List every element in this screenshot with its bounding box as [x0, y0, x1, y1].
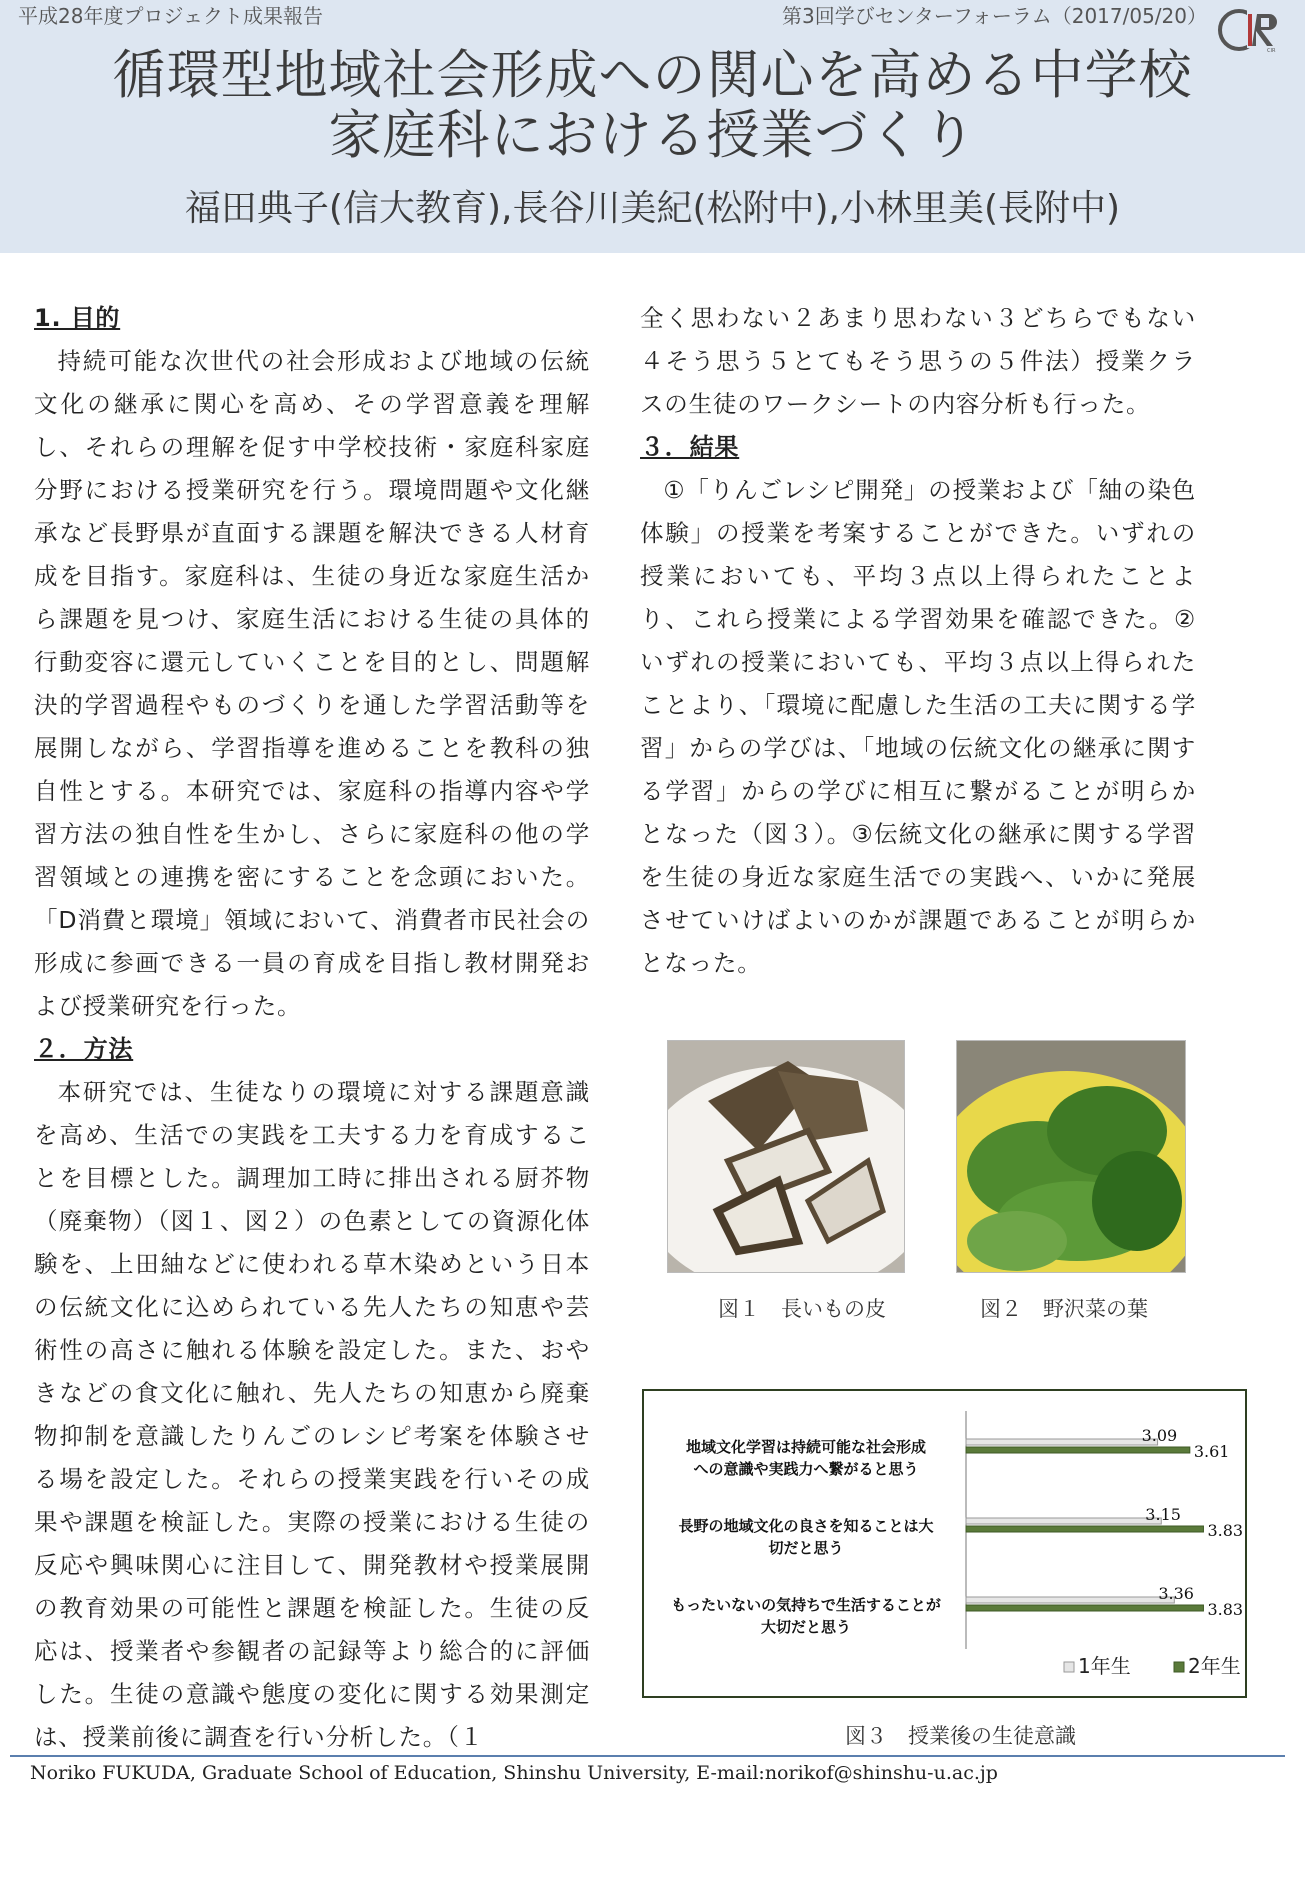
title-line-1: 循環型地域社会形成への関心を高める中学校 [112, 45, 1193, 106]
section-3-heading: ３．結果 [640, 433, 740, 461]
legend-label: 2年生 [1188, 1654, 1241, 1678]
category-label: 長野の地域文化の良さを知ることは大 [678, 1517, 934, 1535]
bar-year2 [966, 1526, 1203, 1532]
category-label: への意識や実践力へ繋がると思う [693, 1460, 919, 1478]
legend-label: 1年生 [1078, 1654, 1131, 1678]
category-label: 大切だと思う [760, 1618, 852, 1636]
authors: 福田典子(信大教育),長谷川美紀(松附中),小林里美(長附中) [184, 188, 1121, 229]
title-line-2: 家庭科における授業づくり [328, 105, 977, 166]
header-band [0, 0, 1305, 253]
nozawana-leaf-photo [956, 1040, 1186, 1273]
section-2-body: 本研究では、生徒なりの環境に対する課題意識を高め、生活での実践を工夫する力を育成することを目標とした。調理加工時に排出される厨芥物（廃棄物）（図１、図２）の色素としての資源化体験を、上田紬などに使われる草木染めという日本の伝統文化に込められている先人たちの知恵や芸術性の高さに触れる体験を設定した。また、おやきなどの食文化に触れ、先人たちの知恵から廃棄物抑制を意識したりんごのレシピ考案を体験させる場を設定した。それらの授業実践を行いその成果や課題を検証した。実際の授業における生徒の反応や興味関心に注目して、開発教材や授業展開の教育効果の可能性と課題を検証した。生徒の反応は、授業者や参観者の記録等より総合的に評価した。生徒の意識や態度の変化に関する効果測定は、授業前後に調査を行い分析した。（１ [34, 1078, 590, 1751]
category-label: 切だと思う [768, 1539, 844, 1557]
data-label: 3.83 [1207, 1600, 1244, 1619]
section-1-heading: 1. 目的 [34, 304, 121, 332]
footer-divider [10, 1755, 1285, 1757]
legend-swatch [1174, 1662, 1184, 1672]
right-column [640, 297, 1196, 985]
data-label: 3.61 [1193, 1442, 1230, 1461]
bar-year2 [966, 1605, 1203, 1611]
figure-2-caption: 図２ 野沢菜の葉 [980, 1297, 1148, 1321]
section-1-body: 持続可能な次世代の社会形成および地域の伝統文化の継承に関心を高め、その学習意義を理解し、それらの理解を促す中学校技術・家庭科家庭分野における授業研究を行う。環境問題や文化継承など長野県が直面する課題を解決できる人材育成を目指す。家庭科は、生徒の身近な家庭生活から課題を見つけ、家庭生活における生徒の具体的行動変容に還元していくことを目的とし、問題解決的学習過程やものづくりを通した学習活動等を展開しながら、学習指導を進めることを教科の独自性とする。本研究では、家庭科の指導内容や学習方法の独自性を生かし、さらに家庭科の他の学習領域との連携を密にすることを念頭においた。「D消費と環境」領域において、消費者市民社会の形成に参画できる一員の育成を目指し教材開発および授業研究を行った。 [34, 347, 590, 1020]
data-label: 3.15 [1145, 1505, 1181, 1524]
forum-label: 第3回学びセンターフォーラム（2017/05/20） [782, 4, 1207, 28]
data-label: 3.83 [1207, 1521, 1244, 1540]
category-label: もったいないの気持ちで生活することが [671, 1596, 941, 1614]
figure-3-chart [642, 1389, 1247, 1698]
left-column [34, 297, 590, 1759]
bar-year2 [966, 1447, 1190, 1453]
figure-1-caption: 図１ 長いもの皮 [718, 1297, 886, 1321]
bar-year1 [966, 1518, 1161, 1524]
yam-peel-photo [667, 1040, 905, 1273]
footer-contact: Noriko FUKUDA, Graduate School of Education, Shinshu University, E-mail:norikof@shinshu-u.ac.jp [30, 1762, 998, 1784]
report-label: 平成28年度プロジェクト成果報告 [18, 4, 324, 28]
section-3-body: ①「りんごレシピ開発」の授業および「紬の染色体験」の授業を考案することができた。いずれの授業においても、平均３点以上得られたことより、これら授業による学習効果を確認できた。②いずれの授業においても、平均３点以上得られたことより、「環境に配慮した生活の工夫に関する学習」からの学びは、「地域の伝統文化の継承に関する学習」からの学びに相互に繋がることが明らかとなった（図３）。③伝統文化の継承に関する学習を生徒の身近な家庭生活での実践へ、いかに発展させていけばよいのかが課題であることが明らかとなった。 [640, 476, 1196, 977]
section-2-heading: ２．方法 [34, 1035, 134, 1063]
bar-year1 [966, 1597, 1174, 1603]
section-2-continued: 全く思わない２あまり思わない３どちらでもない４そう思う５とてもそう思うの５件法）授業クラスの生徒のワークシートの内容分析も行った。 [640, 304, 1196, 418]
logo-caption: CIR [1267, 48, 1276, 54]
bar-year1 [966, 1439, 1158, 1445]
data-label: 3.09 [1141, 1426, 1178, 1445]
legend-swatch [1064, 1662, 1074, 1672]
figure-3-caption: 図３ 授業後の生徒意識 [845, 1724, 1076, 1748]
chart-svg [644, 1391, 1245, 1696]
data-label: 3.36 [1158, 1584, 1194, 1603]
category-label: 地域文化学習は持続可能な社会形成 [685, 1438, 927, 1456]
